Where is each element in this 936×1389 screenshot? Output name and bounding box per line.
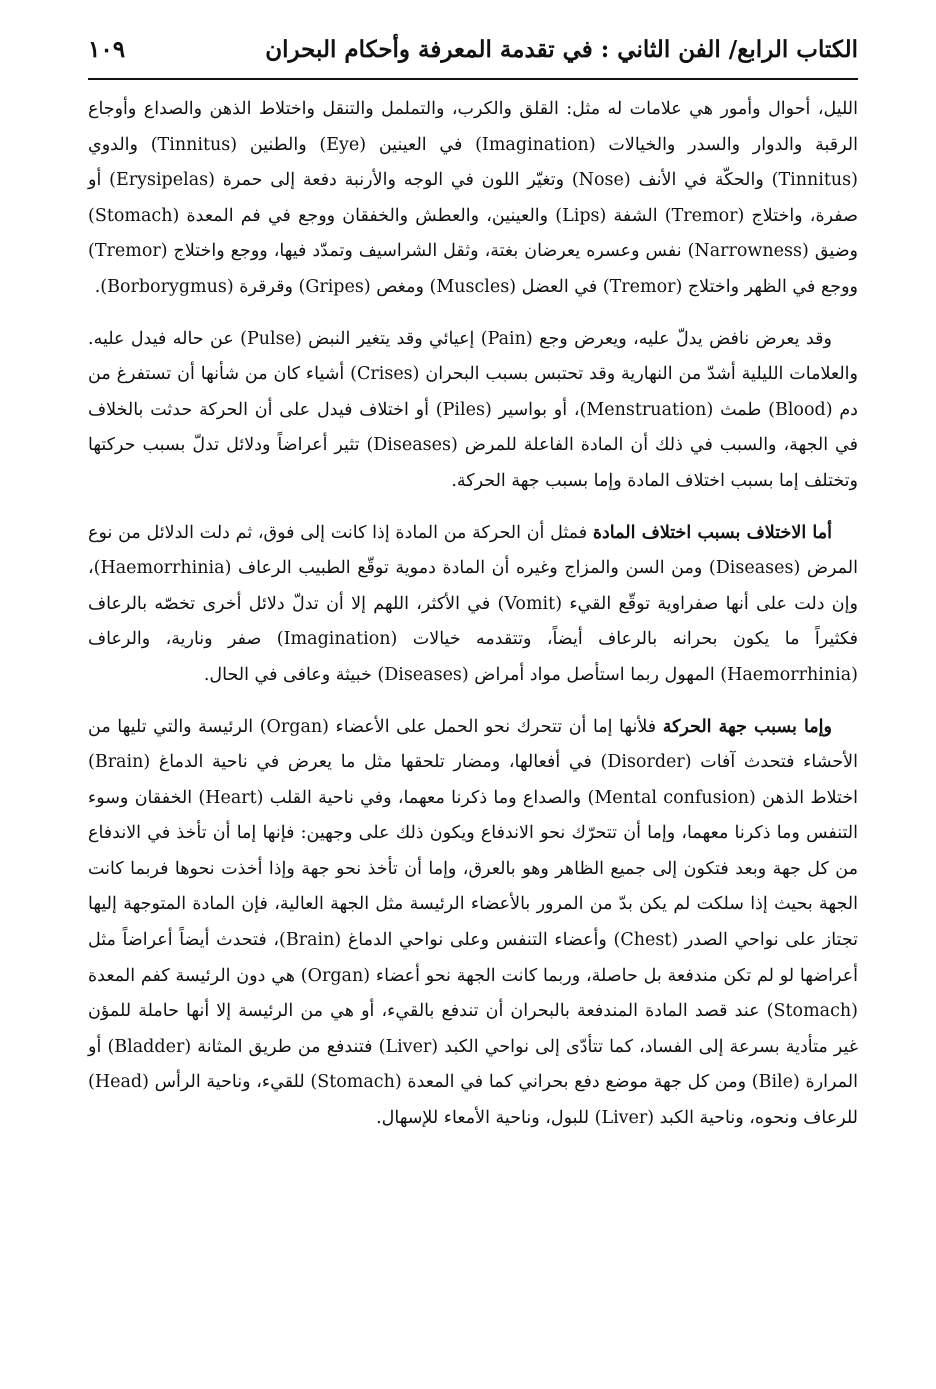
paragraph-4-text: فلأنها إما أن تتحرك نحو الحمل على الأعضاء (Organ) الرئيسة والتي تليها من الأحشاء فتحدث آفات (Disorder) في أفعالها، ومضار تلحقها مثل ما يعرض في ناحية الدماغ (Brain) اختلاط الذهن (Mental confusion) والصداع وما ذكرنا معهما، وفي ناحية القلب (Heart) الخفقان وسوء التنفس وما ذكرنا معهما، وإما أن تتحرّك نحو الاندفاع ويكون ذلك على وجهين: فإنها إما أن تأخذ في الاندفاع من كل جهة وبعد فتكون إلى جميع الظاهر وهو بالعرق، وإما أن تأخذ نحو جهة وإذا أخذت نحوها فربما كانت الجهة بحيث إذا سلكت لم يكن بدّ من المرور بالأعضاء الرئيسة مثل الجهة العالية، فإن المادة المتوجهة إليها تجتاز على نواحي الصدر (Chest) وأعضاء التنفس وعلى نواحي الدماغ (Brain)، فتحدث أيضاً أعراضاً مثل أعراضها لو لم تكن مندفعة بل حاصلة، وربما كانت الجهة نحو أعضاء (Organ) هي دون الرئيسة كفم المعدة (Stomach) عند قصد المادة المندفعة بالبحران أن تندفع بالقيء، أو هي من الرئيسة إلا أنها حاملة للمؤن غير متأدية بسرعة إلى الفساد، كما تتأدّى إلى نواحي الكبد (Liver) فتندفع من طريق المثانة (Bladder) أو المرارة (Bile) ومن كل جهة موضع دفع بحراني كما في المعدة (Stomach) للقيء، وناحية الرأس (Head) للرعاف ونحوه، وناحية الكبد (Liver) للبول، وناحية الأمعاء للإسهال. <box>88 716 858 1129</box>
paragraph-1-text: الليل، أحوال وأمور هي علامات له مثل: القلق والكرب، والتململ والتنقل واختلاط الذهن والصداع وأوجاع الرقبة والدوار والسدر والخيالات (Imagination) في العينين (Eye) والطنين (Tinnitus) والدوي (Tinnitus) والحكّة في الأنف (Nose) وتغيّر اللون في الوجه والأرنبة دفعة إلى حمرة (Erysipelas) أو صفرة، واختلاج (Tremor) الشفة (Lips) والعينين، والعطش والخفقان ووجع في فم المعدة (Stomach) وضيق (Narrowness) نفس وعسره يعرضان بغتة، وثقل الشراسيف وتمدّد فيها، ووجع واختلاج (Tremor) ووجع في الظهر واختلاج (Tremor) في العضل (Muscles) ومغص (Gripes) وقرقرة (Borborygmus). <box>88 99 859 297</box>
paragraph-4-lead: وإما بسبب جهة الحركة <box>662 716 832 737</box>
paragraph-2 <box>88 322 858 500</box>
body-text <box>88 92 858 1153</box>
running-title: الكتاب الرابع/ الفن الثاني : في تقدمة المعرفة وأحكام البحران <box>265 36 858 63</box>
paragraph-1 <box>88 92 858 306</box>
header-rule <box>88 78 858 80</box>
paragraph-2-text: وقد يعرض نافض يدلّ عليه، ويعرض وجع (Pain) إعيائي وقد يتغير النبض (Pulse) عن حاله فيدل عليه. والعلامات الليلية أشدّ من النهارية وقد تحتبس بسبب البحران (Crises) أشياء كان من شأنها أن تستفرغ من دم (Blood) طمث (Menstruation)، أو بواسير (Piles) أو اختلاف فيدل على أن الحركة حدثت بالخلاف في الجهة، والسبب في ذلك أن المادة الفاعلة للمرض (Diseases) تثير أعراضاً ودلائل تدلّ بسبب حركتها وتختلف إما بسبب اختلاف المادة وإما بسبب جهة الحركة. <box>88 328 858 491</box>
paragraph-3-text: فمثل أن الحركة من المادة إذا كانت إلى فوق، ثم دلت الدلائل من نوع المرض (Diseases) ومن السن والمزاج وغيره أن المادة دموية توقّع الطبيب الرعاف (Haemorrhinia)، وإن دلت على أنها صفراوية توقّع القيء (Vomit) في الأكثر، اللهم إلا أن تدلّ دلائل أخرى تخصّه بالرعاف فكثيراً ما يكون بحرانه بالرعاف أيضاً، وتتقدمه خيالات (Imagination) صفر ونارية، والرعاف (Haemorrhinia) المهول ربما استأصل مواد أمراض (Diseases) خبيثة وعافى في الحال. <box>88 522 858 685</box>
paragraph-3 <box>88 516 858 694</box>
page-number: ١٠٩ <box>88 36 126 63</box>
paragraph-4 <box>88 710 858 1137</box>
paragraph-3-lead: أما الاختلاف بسبب اختلاف المادة <box>592 522 832 543</box>
page-header <box>88 30 858 80</box>
